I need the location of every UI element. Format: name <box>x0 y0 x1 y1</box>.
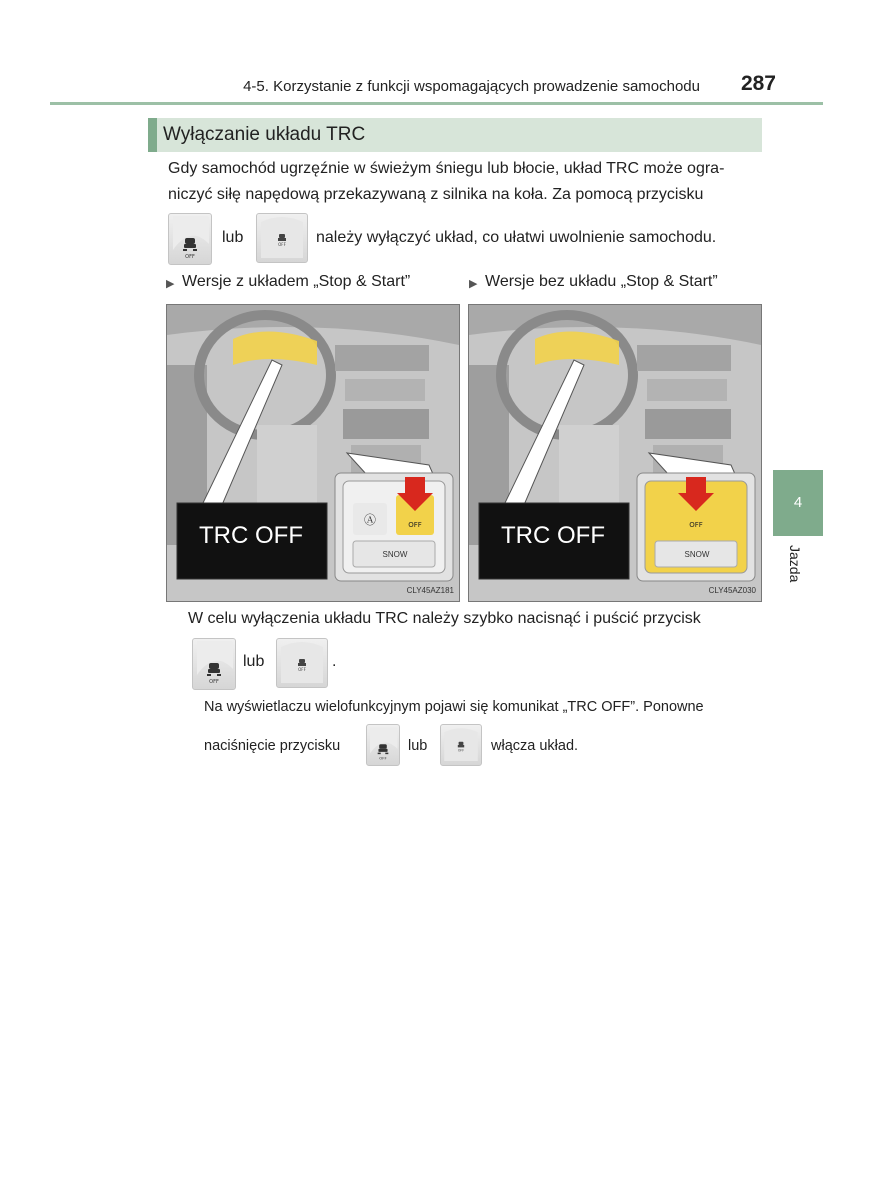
figure-code-left: CLY45AZ181 <box>406 586 454 595</box>
instruction-period: . <box>332 653 337 670</box>
triangle-bullet-icon: ▶ <box>469 278 478 290</box>
variant-with-stop-start: Wersje z układem „Stop & Start” <box>182 273 411 290</box>
triangle-bullet-icon: ▶ <box>166 278 175 290</box>
svg-text:OFF: OFF <box>278 242 286 247</box>
trc-off-icon <box>192 638 236 690</box>
instruction-lub: lub <box>243 653 265 670</box>
trc-off-display-left: TRC OFF <box>199 522 303 549</box>
svg-text:OFF: OFF <box>408 521 422 529</box>
intro-line-1: Gdy samochód ugrzęźnie w świeżym śniegu lub błocie, układ TRC może ogra- <box>168 160 725 177</box>
note-line-1: Na wyświetlaczu wielofunkcyjnym pojawi się komunikat „TRC OFF”. Ponowne <box>204 699 704 715</box>
header-divider <box>50 102 823 105</box>
variant-without-stop-start: Wersje bez układu „Stop & Start” <box>485 273 718 290</box>
svg-text:Ⓐ: Ⓐ <box>363 513 377 527</box>
trc-off-icon-alt <box>256 213 308 263</box>
page-number: 287 <box>740 72 776 95</box>
note-line-2-end: włącza układ. <box>491 738 579 754</box>
chapter-tab-number: 4 <box>793 494 803 511</box>
chapter-title: 4-5. Korzystanie z funkcji wspomagających prowadzenie samochodu <box>243 78 700 95</box>
svg-text:OFF: OFF <box>457 748 465 753</box>
trc-off-icon <box>168 213 212 265</box>
note-line-2-start: naciśnięcie przycisku <box>204 738 341 754</box>
note-lub: lub <box>408 738 428 754</box>
instruction-line-1: W celu wyłączenia układu TRC należy szybko nacisnąć i puścić przycisk <box>188 610 701 627</box>
chapter-tab-label: Jazda <box>787 545 803 583</box>
svg-text:OFF: OFF <box>379 755 387 761</box>
trc-off-icon <box>366 724 400 766</box>
trc-off-display-right: TRC OFF <box>501 522 605 549</box>
snow-button-label-right: SNOW <box>684 550 710 559</box>
section-bar-accent <box>148 118 157 152</box>
intro-lub: lub <box>222 229 244 246</box>
section-title: Wyłączanie układu TRC <box>163 124 366 145</box>
trc-off-icon-alt <box>440 724 482 766</box>
snow-button-label-left: SNOW <box>382 550 408 559</box>
svg-text:OFF: OFF <box>209 679 219 685</box>
intro-line-3: należy wyłączyć układ, co ułatwi uwolnienie samochodu. <box>316 229 717 246</box>
intro-line-2: niczyć siłę napędową przekazywaną z silnika na koła. Za pomocą przycisku <box>168 186 704 203</box>
svg-text:OFF: OFF <box>689 521 703 529</box>
figure-code-right: CLY45AZ030 <box>708 586 756 595</box>
svg-text:OFF: OFF <box>298 667 306 672</box>
svg-text:OFF: OFF <box>185 254 195 260</box>
trc-off-icon-alt <box>276 638 328 688</box>
